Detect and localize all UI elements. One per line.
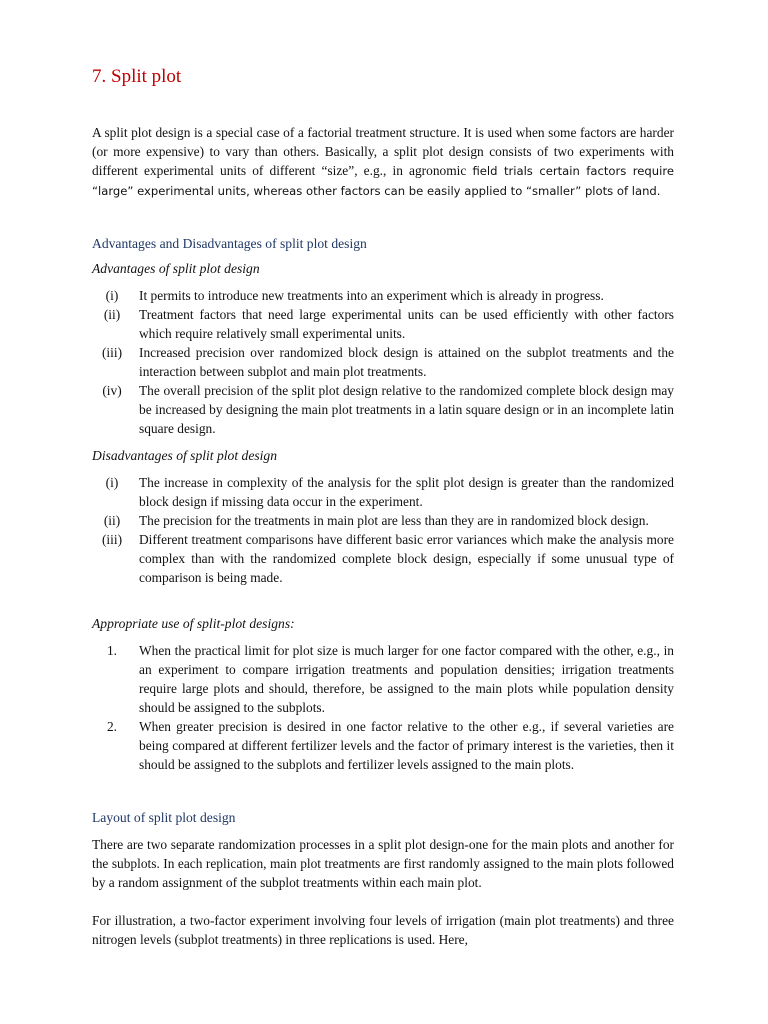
list-item xyxy=(92,717,674,774)
intro-text: A split plot design is a special case of a factorial treatment structure. It is used when some factors are harder (or more expensive) to vary than others. Basically, a split plot design consists of two experiments with different experimental units of different “size”, e.g., in agronomic xyxy=(92,125,674,178)
list-item xyxy=(92,343,674,381)
list-item xyxy=(92,511,674,530)
list-text: The precision for the treatments in main plot are less than they are in randomized block design. xyxy=(139,513,649,528)
list-number: 2. xyxy=(106,719,118,734)
list-item xyxy=(92,530,674,587)
disadvantages-list xyxy=(92,473,674,587)
list-text: When the practical limit for plot size is much larger for one factor compared with the other, e.g., in an experiment to compare irrigation treatments and population densities; irrigation treatments require large plots and should, therefore, be assigned to the main plots while population density should be assigned to the subplots. xyxy=(139,643,674,715)
list-text: Different treatment comparisons have different basic error variances which make the analysis more complex than with the randomized complete block design, especially if some unusual type of comparison is being made. xyxy=(139,532,674,585)
list-item xyxy=(92,473,674,511)
appropriate-use-list xyxy=(92,641,674,774)
list-number: (iii) xyxy=(101,532,123,547)
list-item xyxy=(92,641,674,717)
page-title: 7. Split plot xyxy=(92,66,182,87)
intro-paragraph xyxy=(92,123,674,201)
layout-paragraph-2: For illustration, a two-factor experiment involving four levels of irrigation (main plot treatments) and three nitrogen levels (subplot treatments) in three replications is used. Here, xyxy=(92,913,674,947)
list-number: (ii) xyxy=(103,307,121,322)
list-number: 1. xyxy=(106,643,118,658)
list-number: (iv) xyxy=(102,383,122,398)
list-item xyxy=(92,305,674,343)
advantages-list xyxy=(92,286,674,438)
list-number: (i) xyxy=(105,288,119,303)
appropriate-use-heading: Appropriate use of split-plot designs: xyxy=(92,616,295,631)
list-text: Treatment factors that need large experimental units can be used efficiently with other factors which require relatively small experimental units. xyxy=(139,307,674,341)
section-heading-layout: Layout of split plot design xyxy=(92,810,236,825)
list-text: When greater precision is desired in one factor relative to the other e.g., if several varieties are being compared at different fertilizer levels and the factor of primary interest is the varieties, then it should be assigned to the subplots and fertilizer levels assigned to the main plots. xyxy=(139,719,674,772)
list-number: (ii) xyxy=(103,513,121,528)
list-text: The overall precision of the split plot design relative to the randomized complete block design may be increased by designing the main plot treatments in a latin square design or in an incomplete latin square design. xyxy=(139,383,674,436)
list-text: It permits to introduce new treatments into an experiment which is already in progress. xyxy=(139,288,604,303)
list-number: (iii) xyxy=(101,345,123,360)
list-text: The increase in complexity of the analysis for the split plot design is greater than the randomized block design if missing data occur in the experiment. xyxy=(139,475,674,509)
list-text: Increased precision over randomized block design is attained on the subplot treatments and the interaction between subplot and main plot treatments. xyxy=(139,345,674,379)
list-item xyxy=(92,286,674,305)
section-heading-adv-disadv: Advantages and Disadvantages of split plot design xyxy=(92,236,367,251)
intro-text-continued: field trials certain factors require “large” experimental units, whereas other factors can be easily applied to “smaller” plots of land. xyxy=(92,164,674,198)
list-item xyxy=(92,381,674,438)
advantages-heading: Advantages of split plot design xyxy=(92,261,260,276)
list-number: (i) xyxy=(105,475,119,490)
layout-paragraph-1: There are two separate randomization processes in a split plot design-one for the main plots and another for the subplots. In each replication, main plot treatments are first randomly assigned to the main plots followed by a random assignment of the subplot treatments within each main plot. xyxy=(92,837,674,890)
disadvantages-heading: Disadvantages of split plot design xyxy=(92,448,278,463)
